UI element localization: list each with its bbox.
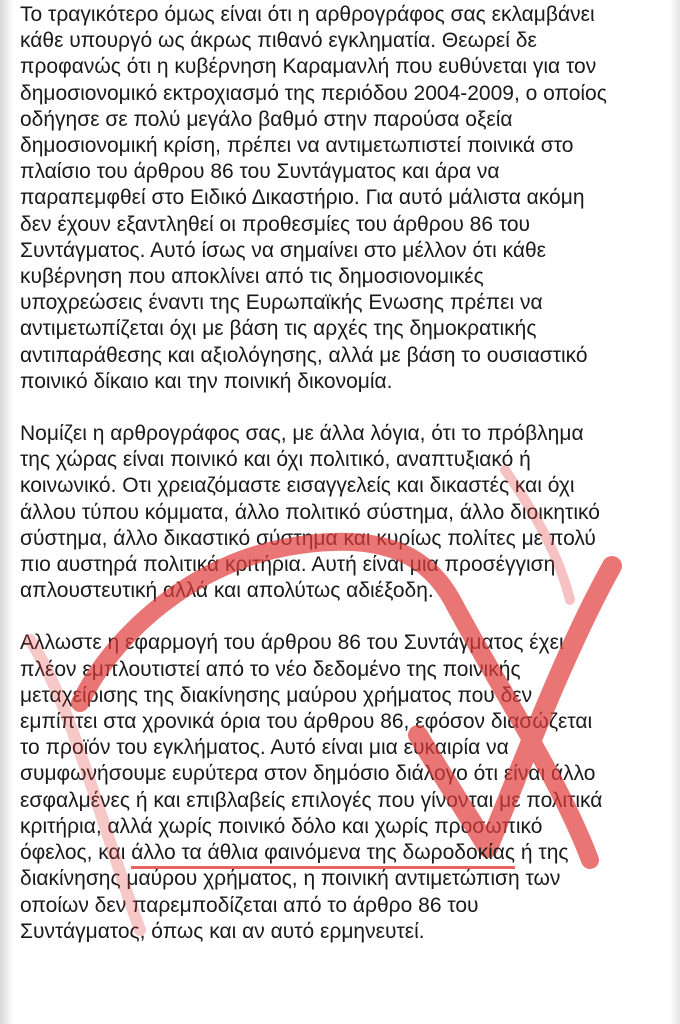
text-line: οποίων δεν παρεμποδίζεται από το άρθρο 86 του bbox=[20, 893, 479, 917]
paragraph-1 bbox=[20, 2, 670, 395]
page-edge-shadow-left bbox=[0, 0, 14, 1024]
text-line: πλαίσιο του άρθρου 86 του Συντάγματος και άρα να bbox=[20, 160, 500, 184]
text-line: πλέον εμπλουτιστεί από το νέο δεδομένο της ποινικής bbox=[20, 657, 521, 681]
text-line: κριτήρια, αλλά χωρίς ποινικό δόλο και χωρίς προσωπικό bbox=[20, 814, 543, 838]
text-line: της χώρας είναι ποινικό και όχι πολιτικό, αναπτυξιακό ή bbox=[20, 448, 531, 472]
text-line: υποχρεώσεις έναντι της Ευρωπαϊκής Ενωσης πρέπει να bbox=[20, 291, 543, 315]
article-text bbox=[20, 2, 670, 971]
text-line: κοινωνικό. Οτι χρειαζόμαστε εισαγγελείς και δικαστές και όχι bbox=[20, 474, 575, 498]
text-line: διακίνησης μαύρου χρήματος, η ποινική αντιμετώπιση των bbox=[20, 867, 561, 891]
text-line: εσφαλμένες ή και επιβλαβείς επιλογές που γίνονται με πολιτικά bbox=[20, 788, 603, 812]
paragraph-3 bbox=[20, 630, 670, 944]
page-edge-shadow-right bbox=[670, 0, 680, 1024]
highlighted-text-line bbox=[20, 840, 670, 866]
text-line: Νομίζει η αρθρογράφος σας, με άλλα λόγια, ότι το πρόβλημα bbox=[20, 422, 584, 446]
text-line: κάθε υπουργό ως άκρως πιθανό εγκληματία. Θεωρεί δε bbox=[20, 29, 537, 53]
text-line: δεν έχουν εξαντληθεί οι προθεσμίες του άρθρου 86 του bbox=[20, 212, 530, 236]
text-line: εμπίπτει στα χρονικά όρια του άρθρου 86, εφόσον διασώζεται bbox=[20, 710, 593, 734]
text-line: προφανώς ότι η κυβέρνηση Καραμανλή που ευθύνεται για τον bbox=[20, 55, 597, 79]
text-line: Συντάγματος, όπως και αν αυτό ερμηνευτεί. bbox=[20, 919, 425, 943]
text-line: πιο αυστηρά πολιτικά κριτήρια. Αυτή είναι μια προσέγγιση bbox=[20, 553, 556, 577]
text-segment: όφελος, και bbox=[20, 841, 132, 865]
text-line: μεταχείρισης της διακίνησης μαύρου χρήματος που δεν bbox=[20, 683, 533, 707]
text-line: δημοσιονομικό εκτροχιασμό της περιόδου 2004-2009, ο οποίος bbox=[20, 81, 607, 105]
text-line: άλλου τύπου κόμματα, άλλο πολιτικό σύστημα, άλλο διοικητικό bbox=[20, 500, 600, 524]
text-line: συμφωνήσουμε ευρύτερα στον δημόσιο διάλογο ότι είναι άλλο bbox=[20, 762, 596, 786]
text-line: το προϊόν του εγκλήματος. Αυτό είναι μια ευκαιρία να bbox=[20, 736, 509, 760]
text-line: δημοσιονομική κρίση, πρέπει να αντιμετωπιστεί ποινικά στο bbox=[20, 134, 574, 158]
paragraph-2 bbox=[20, 421, 670, 604]
text-line: αντιπαράθεσης και αξιολόγησης, αλλά με βάση το ουσιαστικό bbox=[20, 343, 588, 367]
text-line: αντιμετωπίζεται όχι με βάση τις αρχές της δημοκρατικής bbox=[20, 317, 537, 341]
text-segment: ή της bbox=[515, 841, 569, 865]
highlighted-phrase: άλλο τα άθλια φαινόμενα της δωροδοκίας bbox=[131, 841, 515, 869]
text-line: ποινικό δίκαιο και την ποινική δικονομία. bbox=[20, 369, 393, 393]
text-line: σύστημα, άλλο δικαστικό σύστημα και κυρίως πολίτες με πολύ bbox=[20, 526, 596, 550]
text-line: Το τραγικότερο όμως είναι ότι η αρθρογράφος σας εκλαμβάνει bbox=[20, 3, 595, 26]
text-line: Συντάγματος. Αυτό ίσως να σημαίνει στο μέλλον ότι κάθε bbox=[20, 238, 547, 262]
text-line: παραπεμφθεί στο Ειδικό Δικαστήριο. Για αυτό μάλιστα ακόμη bbox=[20, 186, 585, 210]
text-line: απλουστευτική αλλά και απολύτως αδιέξοδη. bbox=[20, 579, 434, 603]
text-line: κυβέρνηση που αποκλίνει από τις δημοσιονομικές bbox=[20, 265, 484, 289]
text-line: Αλλωστε η εφαρμογή του άρθρου 86 του Συντάγματος έχει bbox=[20, 631, 564, 655]
text-line: οδήγησε σε πολύ μεγάλο βαθμό στην παρούσα οξεία bbox=[20, 107, 513, 131]
